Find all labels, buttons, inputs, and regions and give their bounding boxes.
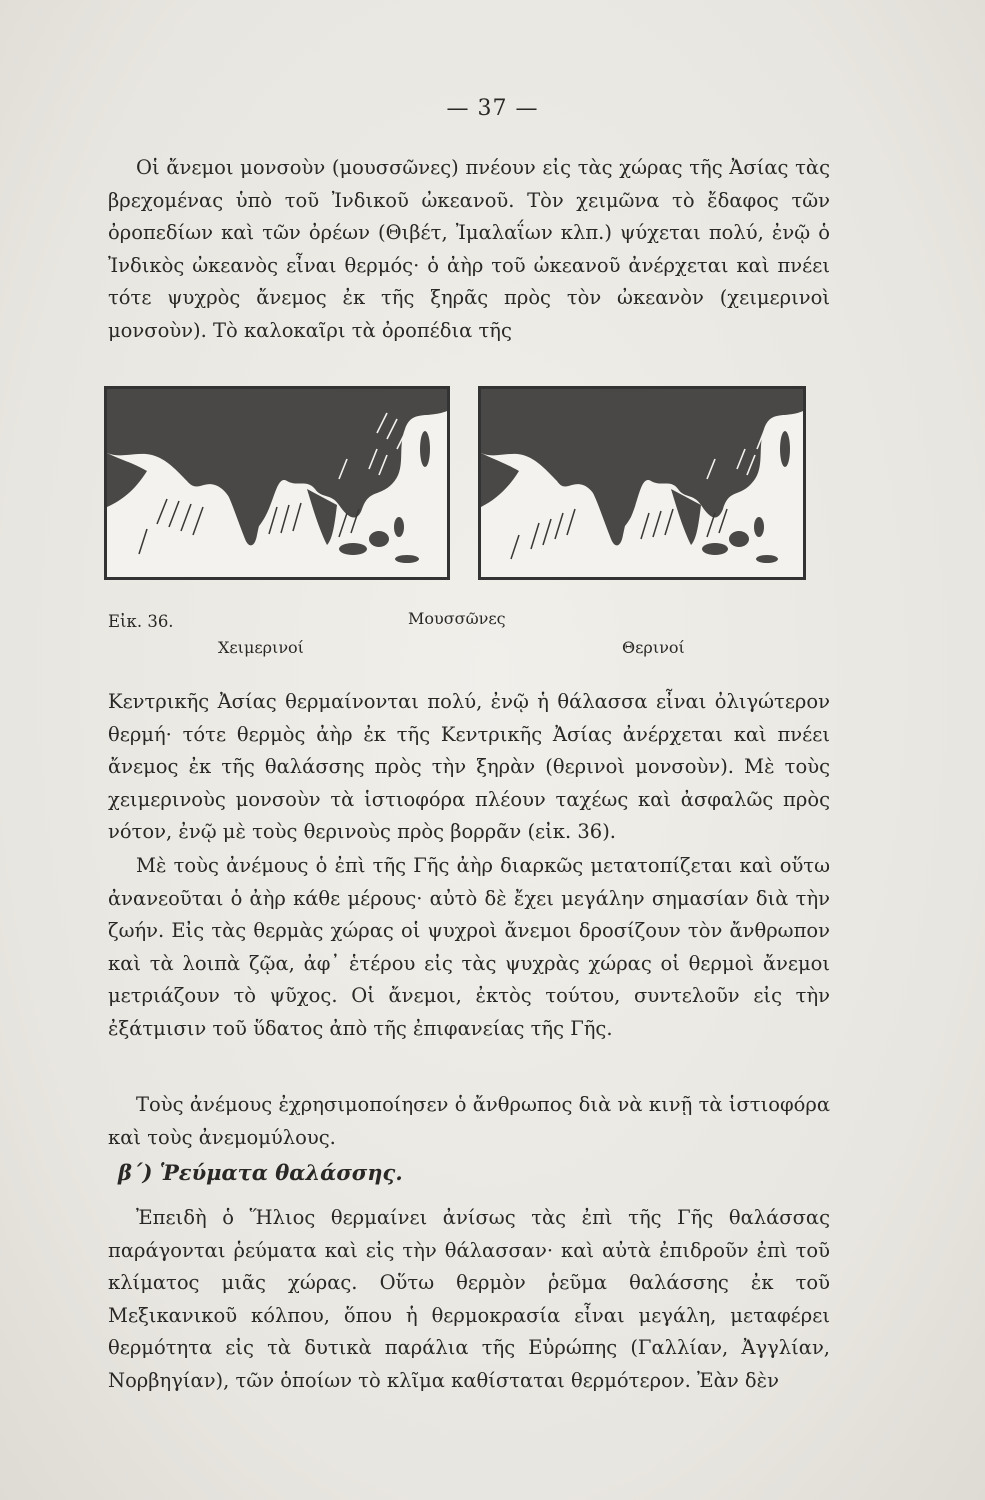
island-sumatra xyxy=(339,543,367,555)
winter-monsoon-map xyxy=(104,386,450,580)
paragraph-wind-use: Τοὺς ἀνέμους ἐχρησιμοποίησεν ὁ ἄνθρωπος διὰ νὰ κινῇ τὰ ἱστιοφόρα καὶ τοὺς ἀνεμομύλους. xyxy=(108,1093,830,1149)
summer-monsoon-map xyxy=(478,386,806,580)
winter-map-caption: Χειμερινοί xyxy=(218,638,304,657)
paragraph-monsoons-intro: Οἱ ἄνεμοι μονσοὺν (μουσσῶνες) πνέουν εἰς τὰς χώρας τῆς Ἀσίας τὰς βρεχομένας ὑπὸ τοῦ Ἰνδικοῦ ὠκεανοῦ. Τὸν χειμῶνα τὸ ἔδαφος τῶν ὀροπεδίων καὶ τῶν ὀρέων (Θιβέτ, Ἰμαλαΐων κλπ.) ψύχεται πολύ, ἐνῷ ὁ Ἰνδικὸς ὠκεανὸς εἶναι θερμός· ὁ ἀὴρ τοῦ ὠκεανοῦ ἀνέρχεται καὶ πνέει τότε ψυχρὸς ἄνεμος ἐκ τῆς ξηρᾶς πρὸς τὸν ὠκεανὸν (χειμερινοὶ μονσοὺν). Τὸ καλοκαῖρι τὰ ὀροπέδια τῆς xyxy=(108,156,830,342)
paragraph-air-renewal: Μὲ τοὺς ἀνέμους ὁ ἐπὶ τῆς Γῆς ἀὴρ διαρκῶς μετατοπίζεται καὶ οὕτω ἀνανεοῦται ὁ ἀὴρ κάθε μέρους· αὐτὸ δὲ ἔχει μεγάλην σημασίαν διὰ τὴν ζωήν. Εἰς τὰς θερμὰς χώρας οἱ ψυχροὶ ἄνεμοι δροσίζουν τὸν ἄνθρωπον καὶ τὰ λοιπὰ ζῷα, ἀφ᾽ ἑτέρου εἰς τὰς ψυχρὰς χώρας οἱ θερμοὶ ἄνεμοι μετριάζουν τὸ ψῦχος. Οἱ ἄνεμοι, ἐκτὸς τούτου, συντελοῦν εἰς τὴν ἐξάτμισιν τοῦ ὕδατος ἀπὸ τῆς ἐπιφανείας τῆς Γῆς. xyxy=(108,854,830,1040)
paragraph-sea-currents: Ἐπειδὴ ὁ Ἥλιος θερμαίνει ἀνίσως τὰς ἐπὶ τῆς Γῆς θαλάσσας παράγονται ῥεύματα καὶ εἰς τὴν θάλασσαν· καὶ αὐτὰ ἐπιδροῦν ἐπὶ τοῦ κλίματος μιᾶς χώρας. Οὕτω θερμὸν ῥεῦμα θαλάσσης ἐκ τοῦ Μεξικανικοῦ κόλπου, ὅπου ἡ θερμοκρασία εἶναι μεγάλη, μεταφέρει θερμότητα εἰς τὰ δυτικὰ παράλια τῆς Εὐρώπης (Γαλλίαν, Ἀγγλίαν, Νορβηγίαν), τῶν ὁποίων τὸ κλῖμα καθίσταται θερμότερον. Ἐὰν δὲν xyxy=(108,1206,830,1392)
paragraph-summer-monsoon: Κεντρικῆς Ἀσίας θερμαίνονται πολύ, ἐνῷ ἡ θάλασσα εἶναι ὀλιγώτερον θερμή· τότε θερμὸς ἀὴρ ἐκ τῆς Κεντρικῆς Ἀσίας ἀνέρχεται καὶ πνέει ἄνεμος ἐκ τῆς θαλάσσης πρὸς τὴν ξηρὰν (θερινοὶ μονσοὺν). Μὲ τοὺς χειμερινοὺς μονσοὺν τὰ ἱστιοφόρα πλέουν ταχέως καὶ ἀσφαλῶς πρὸς νότον, ἐνῷ μὲ τοὺς θερινοὺς πρὸς βορρᾶν (εἰκ. 36). xyxy=(108,690,830,844)
island-borneo xyxy=(369,531,389,547)
island-sumatra xyxy=(702,543,728,555)
figure-label: Εἰκ. 36. xyxy=(108,612,174,631)
island-java xyxy=(756,555,778,563)
figure-title: Μουσσῶνες xyxy=(408,609,506,628)
island-java xyxy=(395,555,419,563)
page-number: — 37 — xyxy=(446,96,539,121)
summer-map-caption: Θερινοί xyxy=(622,638,685,657)
summer-monsoon-svg xyxy=(481,389,803,577)
island-philippines xyxy=(754,517,764,537)
section-heading-sea-currents: β΄) Ῥεύματα θαλάσσης. xyxy=(118,1160,403,1185)
island-borneo xyxy=(729,531,749,547)
winter-monsoon-svg xyxy=(107,389,447,577)
island-japan xyxy=(420,431,430,467)
island-japan xyxy=(780,431,790,467)
island-philippines xyxy=(394,517,404,537)
